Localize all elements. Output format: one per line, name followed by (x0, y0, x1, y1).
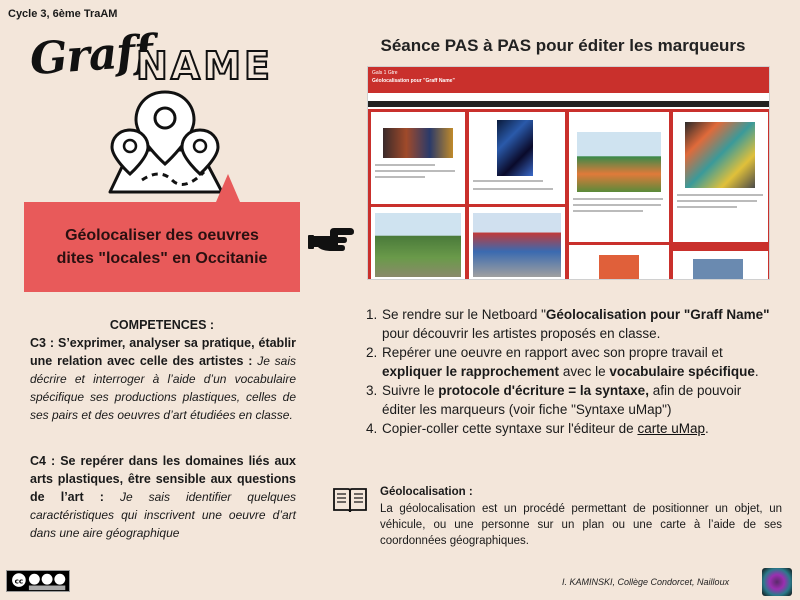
graffiti-thumbnail (762, 568, 792, 596)
book-icon (332, 486, 368, 514)
map-pins-icon (100, 88, 230, 198)
competence-c3-heading: C3 : S’exprimer, analyser sa pratique, établir une relation avec celle des artistes : (30, 336, 296, 368)
step-number: 2. (366, 345, 378, 360)
netboard-card (673, 251, 768, 280)
netboard-card (469, 112, 565, 204)
netboard-screenshot (367, 66, 770, 280)
definition-body: La géolocalisation est un procédé permettant de positionner un objet, un véhicule, ou une personne sur un plan ou une carte à l’aide de ses coordonnées géographiques. (380, 503, 782, 547)
step-number: 1. (366, 307, 378, 322)
cycle-label: Cycle 3, 6ème TraAM (8, 8, 118, 20)
netboard-bar (368, 101, 770, 107)
banner-line-2: dites "locales" en Occitanie (56, 250, 268, 267)
step-number: 3. (366, 383, 378, 398)
step-text: pour découvrir les artistes proposés en classe. (382, 326, 661, 341)
step-text-bold: vocabulaire spécifique (609, 364, 755, 379)
competence-c4-heading: C4 : Se repérer dans les domaines liés aux arts plastiques, être sensible aux questions de l’art : (30, 454, 296, 504)
banner-text (24, 224, 300, 270)
umap-link[interactable]: carte uMap (637, 421, 705, 436)
step-text: Repérer une oeuvre en rapport avec son propre travail et (382, 345, 723, 360)
step-text-bold: expliquer le rapprochement (382, 364, 560, 379)
netboard-card (371, 207, 465, 280)
author-credit: I. KAMINSKI, Collège Condorcet, Nailloux (562, 577, 730, 587)
step-text-bold: protocole d'écriture = la syntaxe, (438, 383, 649, 398)
step-text-bold: Géolocalisation pour "Graff Name" (545, 307, 770, 322)
banner-line-1: Géolocaliser des oeuvres (65, 227, 259, 244)
step-text: . (754, 364, 759, 379)
step-number: 4. (366, 421, 378, 436)
netboard-card (469, 207, 565, 280)
step-text: Copier-coller cette syntaxe sur l'éditeur de (382, 421, 638, 436)
step-text: . (705, 421, 709, 436)
logo-name-text: NAME (136, 44, 273, 88)
competence-c3 (30, 334, 296, 424)
definition-title: Géolocalisation : (380, 486, 473, 498)
step-item (366, 381, 776, 419)
step-text: avec le (559, 364, 610, 379)
competence-c4 (30, 452, 296, 542)
step-text: afin de pouvoir éditer les marqueurs (voir fiche "Syntaxe uMap") (382, 383, 742, 417)
competence-c3-description: Je sais décrire et interroger à l’aide d’un vocabulaire spécifique ses productions plastiques, celles de ses pairs et des oeuvres d’art étudiées en classe. (30, 354, 296, 422)
netboard-card (673, 112, 768, 242)
steps-list (366, 305, 776, 438)
logo-graff-text: Graff (28, 25, 154, 86)
competences-title: COMPETENCES : (109, 318, 215, 332)
session-title: Séance PAS à PAS pour éditer les marqueurs (380, 36, 746, 55)
netboard-card (569, 112, 669, 242)
step-text: Suivre le (382, 383, 439, 398)
step-text: Se rendre sur le Netboard " (382, 307, 546, 322)
netboard-header-line1: Gals 1 Gtre (372, 70, 398, 76)
step-item (366, 305, 776, 343)
competence-c4-description: Je sais identifier quelques caractéristiques qui inscrivent une oeuvre d’art dans une aire géographique (30, 490, 297, 540)
step-item (366, 343, 776, 381)
netboard-card (569, 245, 669, 280)
banner-tab (216, 174, 240, 202)
pointing-hand-icon (308, 224, 356, 258)
step-item (366, 419, 776, 438)
cc-license-icon (6, 570, 70, 592)
netboard-card (371, 112, 465, 204)
svg-text:cc: cc (14, 576, 24, 586)
netboard-header-line2: Géolocalisation pour "Graff Name" (372, 78, 455, 84)
